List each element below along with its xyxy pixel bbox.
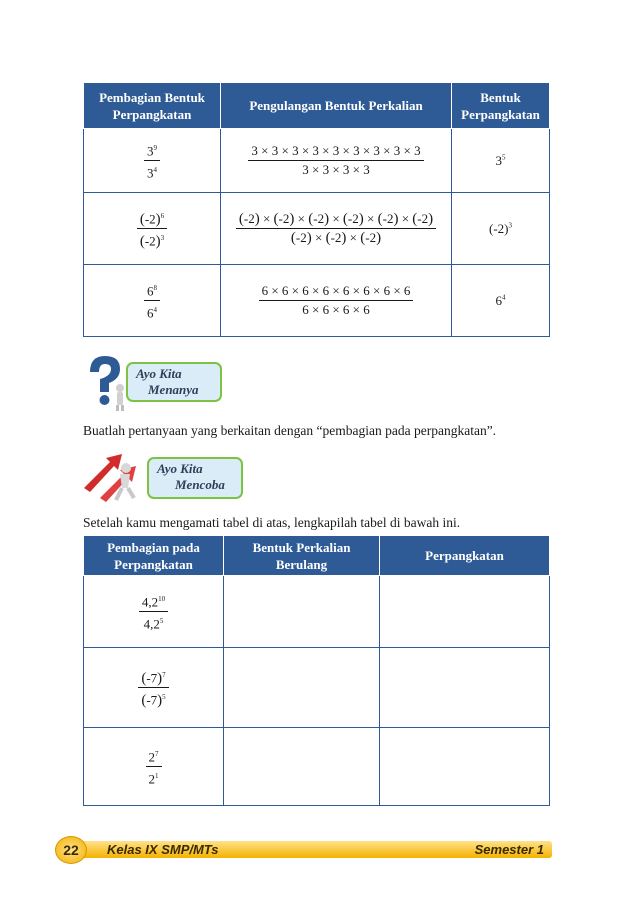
ayo-kita-menanya-badge	[126, 362, 222, 402]
answer-cell-multiplication[interactable]	[224, 648, 380, 728]
fraction: $\frac{(-2)^6}{(-2)^3}$	[137, 207, 167, 251]
fraction: $\frac{(-7)^7}{(-7)^5}$	[138, 666, 168, 710]
table-header-row	[84, 83, 550, 129]
badge-line-2: Mencoba	[175, 477, 225, 492]
multiplication-cell	[221, 129, 452, 193]
header-power-form: Bentuk Perpangkatan	[452, 83, 550, 129]
table-header-row	[84, 536, 550, 576]
answer-cell-power[interactable]	[380, 728, 550, 806]
division-cell	[84, 129, 221, 193]
running-person-arrow-icon	[80, 448, 148, 506]
answer-cell-power[interactable]	[380, 648, 550, 728]
header-repeated-multiplication: Bentuk Perkalian Berulang	[224, 536, 380, 576]
power-division-table	[83, 82, 550, 337]
badge-line-1: Ayo Kita	[136, 366, 182, 381]
division-cell	[84, 728, 224, 806]
multiplication-cell	[221, 193, 452, 265]
table-row	[84, 129, 550, 193]
table-row	[84, 265, 550, 337]
badge-line-1: Ayo Kita	[157, 461, 203, 476]
fraction: $\frac{3 \times 3 \times 3 \times 3 \times 3 \times 3 \times 3 \times 3 \times 3}{3 \times 3 \times 3 \times 3}$	[248, 142, 423, 179]
fraction: $\frac{3^9}{3^4}$	[144, 139, 160, 183]
header-division-on-power: Pembagian pada Perpangkatan	[84, 536, 224, 576]
answer-cell-power[interactable]	[380, 576, 550, 648]
footer-semester-label: Semester 1	[474, 842, 544, 857]
fraction: $\frac{2^7}{2^1}$	[146, 745, 162, 789]
fraction: $\frac{4,2^{10}}{4,2^5}$	[139, 590, 168, 634]
answer-cell-multiplication[interactable]	[224, 576, 380, 648]
try-instruction-text: Setelah kamu mengamati tabel di atas, lengkapilah tabel di bawah ini.	[83, 515, 461, 530]
fraction: $\frac{6^8}{6^4}$	[144, 279, 160, 323]
header-power: Perpangkatan	[380, 536, 550, 576]
division-cell	[84, 193, 221, 265]
division-cell	[84, 265, 221, 337]
page-number: 22	[55, 836, 87, 864]
badge-line-2: Menanya	[148, 382, 199, 397]
multiplication-cell	[221, 265, 452, 337]
page-footer	[55, 836, 552, 862]
footer-class-label: Kelas IX SMP/MTs	[107, 842, 219, 857]
table-row	[84, 576, 550, 648]
question-mark-person-icon	[80, 352, 132, 412]
division-cell	[84, 576, 224, 648]
ask-instruction-text: Buatlah pertanyaan yang berkaitan dengan “pembagian pada perpangkatan”.	[83, 423, 497, 438]
result-cell: $6^4$	[452, 265, 550, 337]
answer-cell-multiplication[interactable]	[224, 728, 380, 806]
result-cell: $3^5$	[452, 129, 550, 193]
repeated-factors-numerator: (-2) × (-2) × (-2) × (-2) × (-2) × (-2)	[236, 210, 436, 229]
ayo-kita-mencoba-badge	[147, 457, 243, 499]
repeated-factors-denominator: (-2) × (-2) × (-2)	[290, 230, 382, 246]
fraction: $\frac{6 \times 6 \times 6 \times 6 \times 6 \times 6 \times 6 \times 6}{6 \times 6 \times 6 \times 6}$	[259, 282, 414, 319]
fraction	[236, 210, 436, 247]
table-row	[84, 648, 550, 728]
header-repeated-multiplication: Pengulangan Bentuk Perkalian	[221, 83, 452, 129]
table-row	[84, 193, 550, 265]
division-cell	[84, 648, 224, 728]
header-division-form: Pembagian Bentuk Perpangkatan	[84, 83, 221, 129]
exercise-table	[83, 535, 550, 806]
footer-bar	[77, 841, 552, 858]
table-row	[84, 728, 550, 806]
result-cell: $(-2)^3$	[452, 193, 550, 265]
